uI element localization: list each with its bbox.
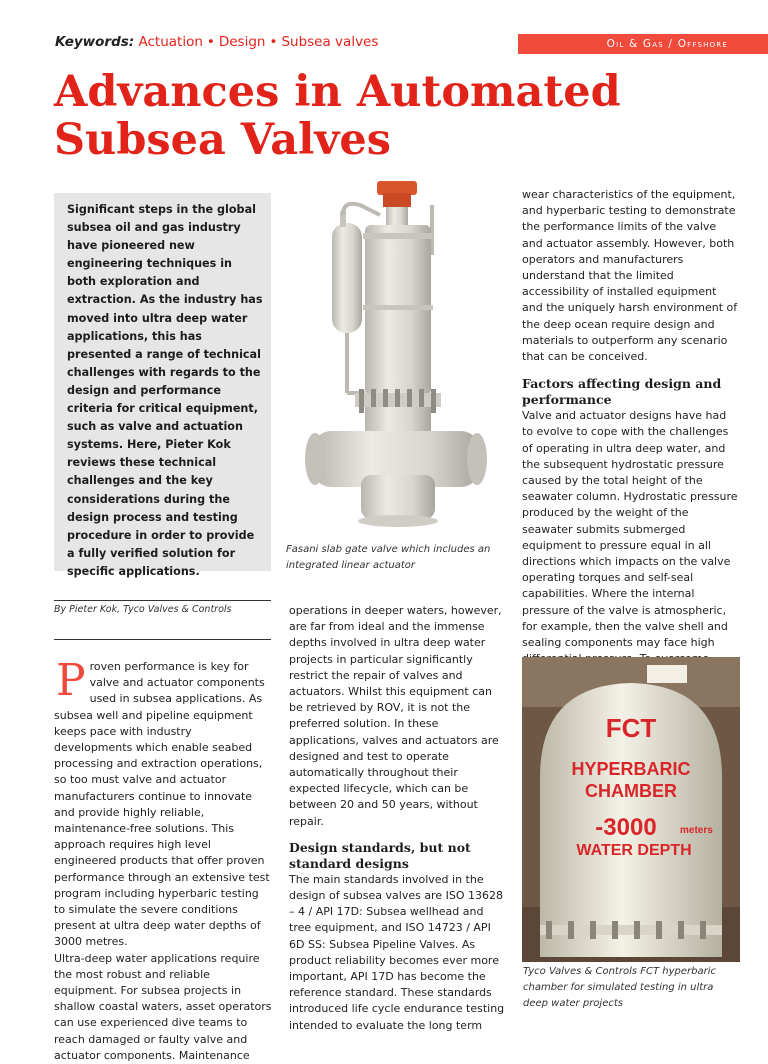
keyword-separator: • [269,34,278,50]
keyword-1[interactable]: Actuation [138,34,203,50]
chamber-label-line1: HYPERBARIC [571,759,691,779]
hyperbaric-chamber-illustration [522,657,740,962]
valve-caption: Fasani slab gate valve which includes an integrated linear actuator [286,544,491,571]
slab-gate-valve-illustration [285,175,507,535]
keyword-2[interactable]: Design [218,34,266,50]
drop-cap: P [56,655,86,706]
subheading-factors: Factors affecting design and performance [522,376,722,408]
valve-photo [285,175,507,535]
keyword-3[interactable]: Subsea valves [281,34,379,50]
chamber-photo [522,657,740,962]
keywords-line [55,34,378,50]
chamber-label-line2: CHAMBER [585,781,677,801]
body-column-3 [522,187,740,684]
body-paragraph: Ultra-deep water applications require the most robust and reliable equipment. For subsea projects in shallow coastal waters, asset operators can use experienced dive teams to reach damaged or faulty valve and actuator components. Maintenance [54,951,272,1062]
article-title: Advances in Automated Subsea Valves [54,67,621,165]
body-paragraph: wear characteristics of the equipment, and hyperbaric testing to demonstrate the performance limits of the valve and actuator assembly. However, both operators and manufacturers understand that the limited accessibility of installed equipment and the uniquely harsh environment of the deep ocean require design and materials to outperform any scenario that can be conceived. [522,188,738,364]
body-column-2 [289,603,507,1034]
keyword-separator: • [206,34,215,50]
subheading-design-standards: Design standards, but not standard designs [289,839,471,871]
body-paragraph: Valve and actuator designs have had to evolve to cope with the challenges of operating in ultra deep water, and the subsequent hydrostatic pressure caused by the total height of the seawater column. Hydrostatic pressure produced by the weight of the seawater submits submerged equipment to pressure equal in all directions which impacts on the valve operating torques and self-seal capabilities. Where the internal pressure of the valve is atmospheric, for example, then the valve shell and sealing components may face high [522,409,738,650]
byline: By Pieter Kok, Tyco Valves & Controls [54,600,271,640]
chamber-depth-value: -3000 [595,814,657,841]
chamber-depth-units: meters [680,825,713,836]
keywords-label: Keywords: [55,34,135,50]
body-column-1 [54,655,272,1064]
chamber-logo-text: FCT [605,713,657,743]
chamber-label-line4: WATER DEPTH [576,842,692,859]
intro-text: roven performance is key for valve and actuator components used in subsea applications. As subsea well and pipeline equipment keeps pace with industry developments which enable seabed processing and extraction operations, so too must valve and actuator manufacturers continue to innovate and provide highly reliable, maintenance-free solutions. This approach requires high level engineered products that offer proven performance through an extensive test program including hyperbaric testing to simulate the severe conditions present at ultra deep water depths of 3000 metres. [54,660,270,949]
intro-paragraph [54,655,272,951]
chamber-caption: Tyco Valves & Controls FCT hyperbaric chamber for simulated testing in ultra deep water projects [523,966,717,1009]
body-paragraph: operations in deeper waters, however, are far from ideal and the immense depths involved in ultra deep water projects in particular significantly restrict the repair of valves and actuators. Whilst this equipment can be retrieved by ROV, it is not the preferred solution. In these applications, valves and actuators are designed and test to operate automatically throughout their expected lifecycle, which can be between 20 and 50 years, without repair. [289,604,502,828]
body-paragraph: The main standards involved in the design of subsea valves are ISO 13628 – 4 / API 17D: Subsea wellhead and tree equipment, and ISO 14723 / API 6D SS: Subsea Pipeline Valves. As product reliability becomes ever more important, API 17D has become the reference standard. These standards introduced life cycle endurance testing intended to evaluate the long term [289,872,505,1032]
section-tag: Oil & Gas / Offshore [518,34,768,54]
standfirst-box: Significant steps in the global subsea oil and gas industry have pioneered new engineering techniques in both exploration and extraction. As the industry has moved into ultra deep water applications, this has presented a range of technical challenges with regards to the design and performance criteria for critical equipment, such as valve and actuation systems. Here, Pieter Kok reviews these technical challenges and the key considerations during the design process and testing procedure in order to provide a fully verified solution for specific applications. [54,193,271,571]
